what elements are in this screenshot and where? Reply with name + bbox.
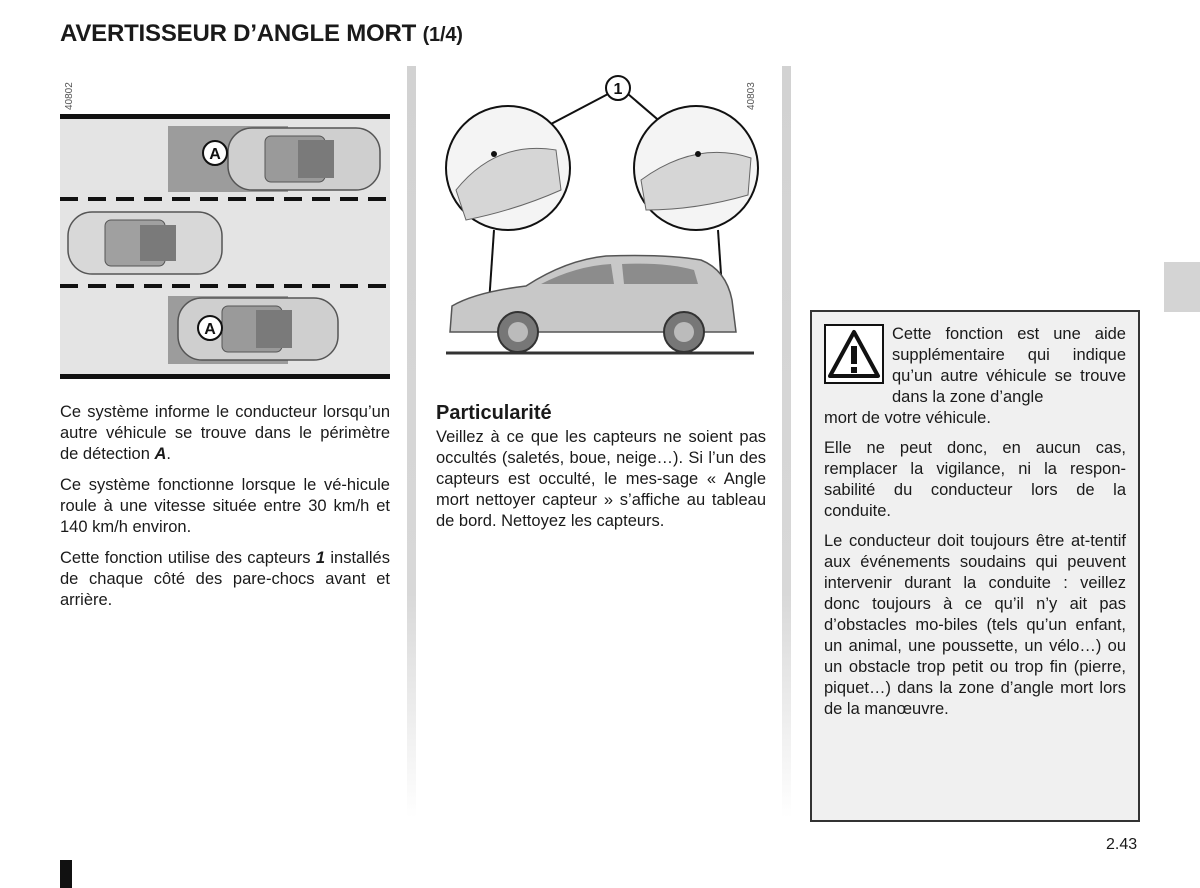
page-corner-mark: [60, 860, 72, 888]
warning-paragraph-2: Elle ne peut donc, en aucun cas, remplacer la vigilance, ni la respon-sabilité du conducteur lors de la conduite.: [824, 439, 1126, 520]
zone-label-a-bottom: A: [204, 321, 216, 338]
sensor-location-diagram: [436, 70, 766, 360]
section-heading-particularite: Particularité: [436, 402, 552, 424]
sensor-callout-1: 1: [613, 81, 623, 98]
zone-ref-a: A: [154, 445, 167, 463]
car-ego: [68, 212, 222, 274]
sensor-ref-1: 1: [315, 549, 326, 567]
warning-text: [824, 324, 1126, 729]
middle-column-text: [436, 427, 766, 532]
page-title-part: (1/4): [422, 24, 463, 46]
speed-range-paragraph: Ce système fonctionne lorsque le vé-hicule roule à une vitesse située entre 30 km/h et 140 km/h environ.: [60, 476, 390, 536]
warning-box: [810, 310, 1140, 822]
detection-paragraph: Ce système informe le conducteur lorsqu’un autre véhicule se trouve dans le périmètre de détection A.: [60, 403, 390, 463]
chapter-tab: [1164, 262, 1200, 312]
page-title: [60, 20, 463, 48]
warning-paragraph-1: Cette fonction est une aide supplémentaire qui indique qu’un autre véhicule se trouve dans la zone d’angle mort de votre véhicule.: [824, 325, 1126, 427]
page-title-text: AVERTISSEUR D’ANGLE MORT: [60, 20, 417, 47]
figure-code-right: 40803: [746, 82, 757, 110]
sensor-cleaning-paragraph: Veillez à ce que les capteurs ne soient pas occultés (saletés, boue, neige…). Si l’un des capteurs est occulté, le mes-sage « Angle mort nettoyer capteur » s’affiche au tableau de bord. Nettoyez les capteurs.: [436, 428, 766, 530]
figure-code-left: 40802: [64, 82, 75, 110]
zone-label-a-top: A: [209, 146, 221, 163]
blind-spot-diagram: [60, 110, 390, 382]
warning-paragraph-3: Le conducteur doit toujours être at-tentif aux événements soudains qui peuvent intervenir durant la conduite : veillez donc toujours à ce qu’il n’y ait pas d’obstacles mo-biles (tels qu’un enfant, un animal, une poussette, un vélo…) ou un obstacle trop petit ou trop fin (pierre, piquet…) dans la zone d’angle mort lors de la manœuvre.: [824, 532, 1126, 718]
column-divider-1: [407, 66, 416, 818]
column-divider-2: [782, 66, 791, 818]
sensors-paragraph: Cette fonction utilise des capteurs 1 installés de chaque côté des pare-chocs avant et arrière.: [60, 549, 390, 609]
car-top-lane: [228, 128, 380, 190]
page-number: 2.43: [1106, 836, 1138, 853]
left-column-text: [60, 402, 390, 611]
